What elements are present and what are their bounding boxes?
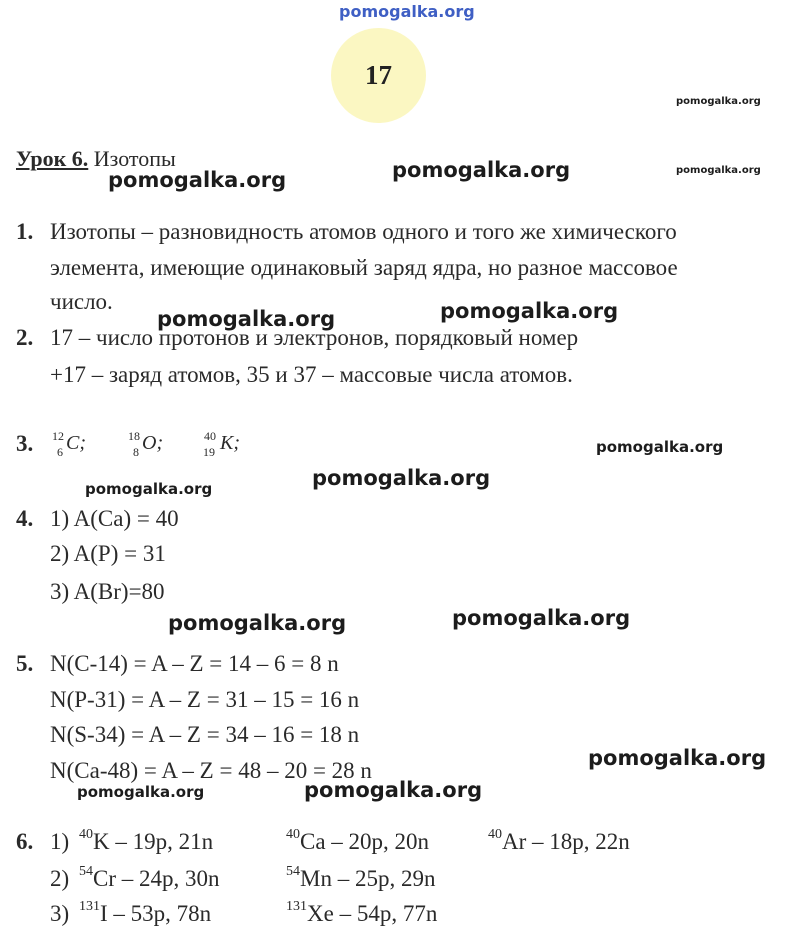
- q6-row-prefix: 1): [50, 829, 70, 854]
- lesson-topic: Изотопы: [93, 146, 176, 171]
- nuclide-text: Ar – 18p, 22n: [502, 829, 630, 854]
- watermark: pomogalka.org: [588, 746, 767, 770]
- question-number: 2.: [16, 325, 34, 350]
- watermark: pomogalka.org: [676, 165, 761, 176]
- q6-item: [488, 829, 630, 855]
- q6-item: [79, 866, 220, 892]
- q6-row-prefix: 3): [50, 901, 70, 926]
- nuclide-text: Mn – 25p, 29n: [300, 866, 436, 891]
- lesson-label: Урок 6.: [16, 146, 89, 171]
- q5-line: N(Ca-48) = A – Z = 48 – 20 = 28 n: [50, 758, 372, 783]
- mass-number: 54: [79, 864, 93, 879]
- nuclide-text: I – 53p, 78n: [100, 901, 212, 926]
- mass-number: 40: [488, 827, 502, 842]
- page-number: 17: [365, 60, 392, 90]
- question-number: 5.: [16, 651, 34, 676]
- atomic-number: 19: [203, 445, 215, 459]
- element-symbol: K;: [220, 432, 240, 454]
- watermark: pomogalka.org: [440, 299, 619, 323]
- q1-line: Изотопы – разновидность атомов одного и того же химического: [50, 219, 677, 244]
- element-symbol: C;: [66, 432, 86, 454]
- nuclide-text: K – 19p, 21n: [93, 829, 214, 854]
- mass-number: 12: [52, 429, 64, 443]
- question-number: 1.: [16, 219, 34, 244]
- q5-line: N(S-34) = A – Z = 34 – 16 = 18 n: [50, 722, 360, 747]
- watermark: pomogalka.org: [168, 611, 347, 635]
- watermark: pomogalka.org: [676, 96, 761, 107]
- watermark: pomogalka.org: [392, 158, 571, 182]
- q5-line: N(P-31) = A – Z = 31 – 15 = 16 n: [50, 687, 360, 712]
- mass-number: 40: [204, 429, 216, 443]
- q6-item: [286, 829, 429, 855]
- q6-item: [286, 901, 437, 927]
- q2-line: +17 – заряд атомов, 35 и 37 – массовые числа атомов.: [50, 362, 573, 387]
- atomic-number: 8: [133, 445, 139, 459]
- question-number: 3.: [16, 431, 34, 456]
- nuclide-text: Cr – 24p, 30n: [93, 866, 220, 891]
- q4-line: 1) A(Ca) = 40: [50, 506, 179, 531]
- q2-line: 17 – число протонов и электронов, порядковый номер: [50, 325, 579, 350]
- q1-line: элемента, имеющие одинаковый заряд ядра, но разное массовое: [50, 255, 678, 280]
- mass-number: 40: [79, 827, 93, 842]
- watermark: pomogalka.org: [452, 606, 631, 630]
- mass-number: 131: [79, 899, 100, 914]
- mass-number: 131: [286, 899, 307, 914]
- watermark: pomogalka.org: [77, 783, 205, 801]
- q6-item: [286, 866, 435, 892]
- element-symbol: O;: [142, 432, 164, 454]
- watermark-top[interactable]: pomogalka.org: [339, 2, 475, 21]
- q5-line: N(C-14) = A – Z = 14 – 6 = 8 n: [50, 651, 339, 676]
- mass-number: 40: [286, 827, 300, 842]
- nuclide-text: Xe – 54p, 77n: [307, 901, 438, 926]
- mass-number: 18: [128, 429, 140, 443]
- q4-line: 2) A(P) = 31: [50, 541, 166, 566]
- watermark: pomogalka.org: [596, 438, 724, 456]
- watermark: pomogalka.org: [304, 778, 483, 802]
- watermark: pomogalka.org: [157, 307, 336, 331]
- question-number: 4.: [16, 506, 34, 531]
- q6-item: [79, 901, 211, 927]
- nuclide-text: Ca – 20p, 20n: [300, 829, 430, 854]
- question-number: 6.: [16, 829, 34, 854]
- q6-row-prefix: 2): [50, 866, 70, 891]
- q4-line: 3) A(Br)=80: [50, 579, 165, 604]
- atomic-number: 6: [57, 445, 63, 459]
- q1-line: число.: [50, 289, 113, 314]
- q6-item: [79, 829, 213, 855]
- mass-number: 54: [286, 864, 300, 879]
- watermark: pomogalka.org: [108, 168, 287, 192]
- watermark: pomogalka.org: [312, 466, 491, 490]
- watermark: pomogalka.org: [85, 480, 213, 498]
